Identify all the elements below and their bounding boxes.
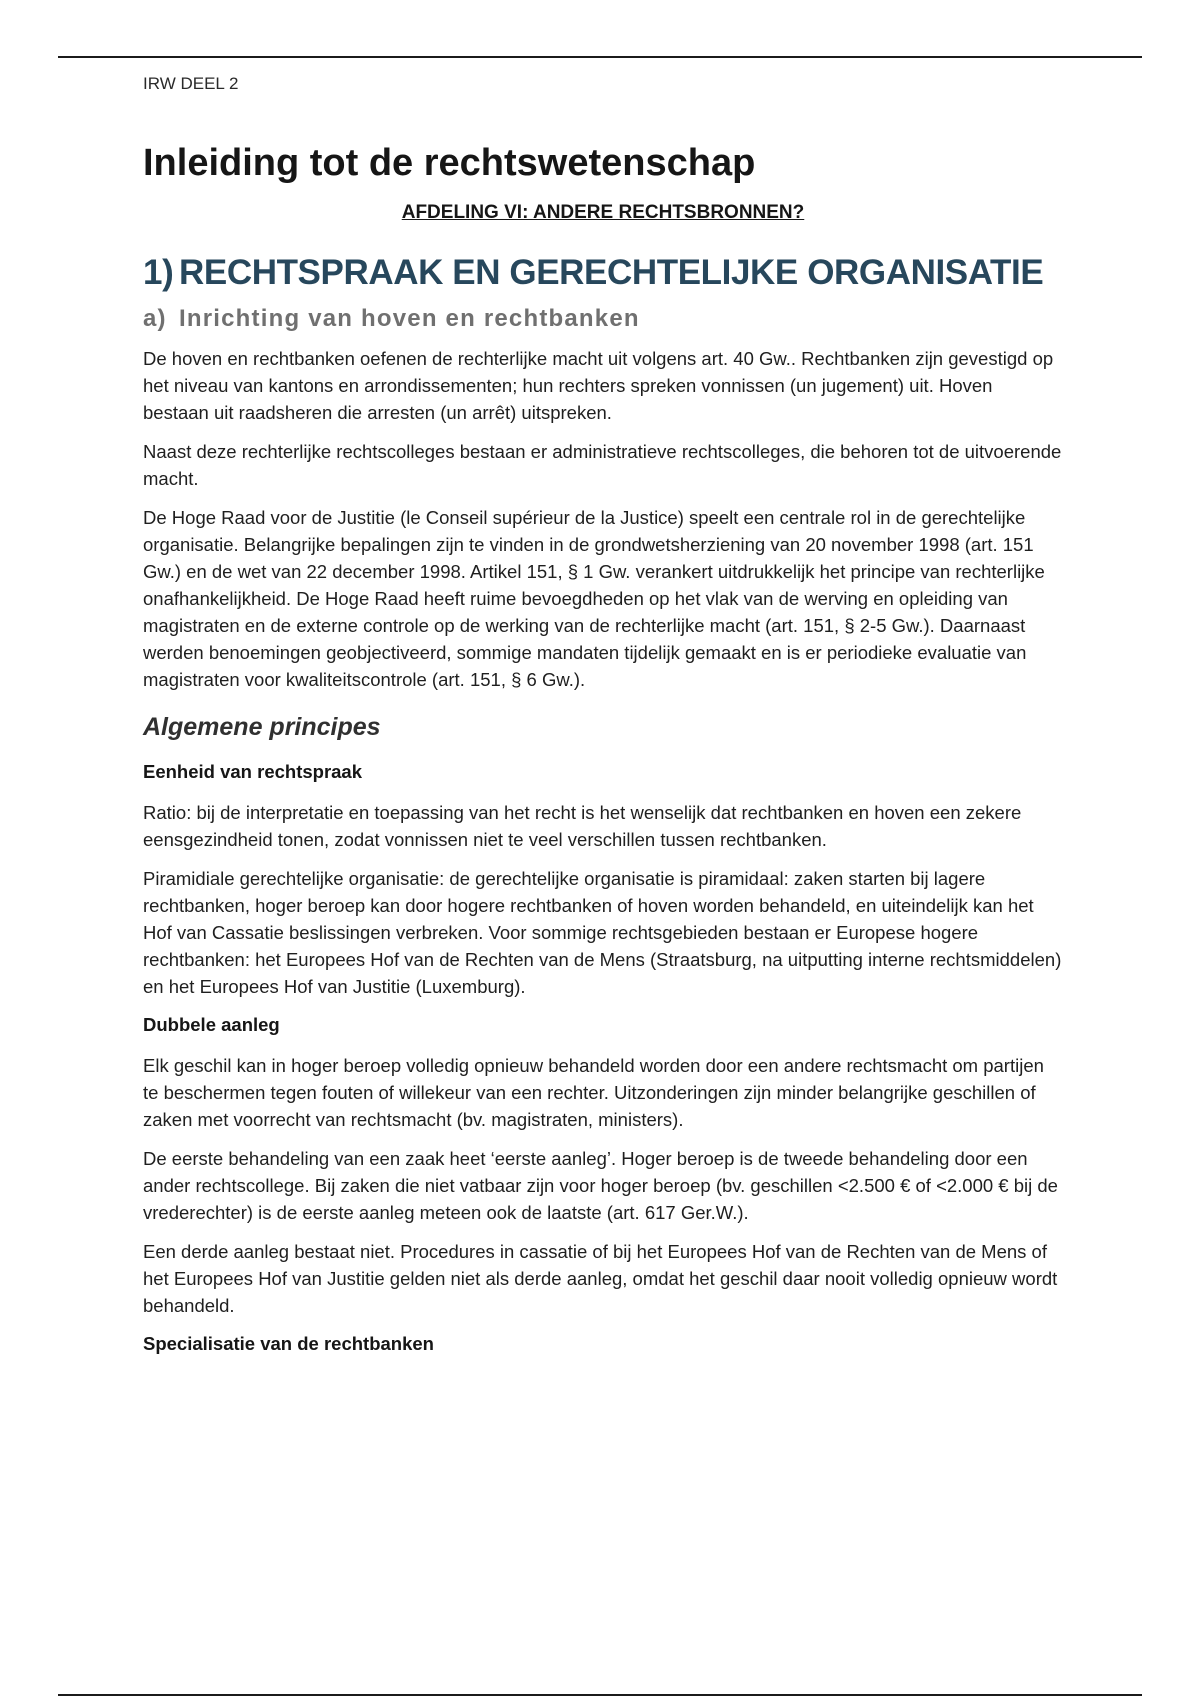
- paragraph: De eerste behandeling van een zaak heet ‘eerste aanleg’. Hoger beroep is de tweede behandeling door een ander rechtscollege. Bij zaken die niet vatbaar zijn voor hoger beroep (bv. geschillen <2.500 € of <2.000 € bij de vrederechter) is de eerste aanleg meteen ook de laatste (art. 617 Ger.W.).: [143, 1148, 1058, 1223]
- document-page: [143, 71, 1063, 1371]
- heading-rechtspraak: [143, 251, 1063, 295]
- paragraph: Elk geschil kan in hoger beroep volledig opnieuw behandeld worden door een andere rechtsmacht om partijen te beschermen tegen fouten of willekeur van een rechter. Uitzonderingen zijn minder belangrijke geschillen of zaken met voorrecht van rechtsmacht (bv. magistraten, ministers).: [143, 1055, 1044, 1130]
- paragraph: Naast deze rechterlijke rechtscolleges bestaan er administratieve rechtscolleges, die behoren tot de uitvoerende macht.: [143, 441, 1062, 489]
- subheading-dubbele-aanleg: Dubbele aanleg: [143, 1014, 280, 1035]
- subheading-eenheid: Eenheid van rechtspraak: [143, 761, 363, 782]
- bottom-rule: [58, 1694, 1142, 1696]
- heading-number: 1): [143, 253, 174, 292]
- heading-text: Inrichting van hoven en rechtbanken: [179, 305, 640, 332]
- paragraph: De Hoge Raad voor de Justitie (le Conseil supérieur de la Justice) speelt een centrale rol in de gerechtelijke organisatie. Belangrijke bepalingen zijn te vinden in de grondwetsherziening van 20 november 1998 (art. 151 Gw.) en de wet van 22 december 1998. Artikel 151, § 1 Gw. verankert uitdrukkelijk het principe van rechterlijke onafhankelijkheid. De Hoge Raad heeft ruime bevoegdheden op het vlak van de werving en opleiding van magistraten en de externe controle op de werking van de rechterlijke macht (art. 151, § 2-5 Gw.). Daarnaast werden benoemingen geobjectiveerd, sommige mandaten tijdelijk gemaakt en is er periodieke evaluatie van magistraten voor kwaliteitscontrole (art. 151, § 6 Gw.).: [143, 507, 1045, 690]
- running-header: IRW DEEL 2: [143, 74, 239, 93]
- paragraph: Ratio: bij de interpretatie en toepassing van het recht is het wenselijk dat rechtbanken en hoven een zekere eensgezindheid tonen, zodat vonnissen niet te veel verschillen tussen rechtbanken.: [143, 802, 1022, 850]
- top-rule: [58, 56, 1142, 58]
- document-title: Inleiding tot de rechtswetenschap: [143, 142, 756, 184]
- section-label: AFDELING VI: ANDERE RECHTSBRONNEN?: [401, 202, 805, 223]
- heading-number: a): [143, 305, 167, 332]
- paragraph: Piramidiale gerechtelijke organisatie: de gerechtelijke organisatie is piramidaal: zaken starten bij lagere rechtbanken, hoger beroep kan door hogere rechtbanken of hoven worden behandeld, en uiteindelijk kan het Hof van Cassatie beslissingen verbreken. Voor sommige rechtsgebieden bestaan er Europese hogere rechtbanken: het Europees Hof van de Rechten van de Mens (Straatsburg, na uitputting interne rechtsmiddelen) en het Europees Hof van Justitie (Luxemburg).: [143, 868, 1062, 997]
- subheading-specialisatie: Specialisatie van de rechtbanken: [143, 1333, 434, 1354]
- paragraph: De hoven en rechtbanken oefenen de rechterlijke macht uit volgens art. 40 Gw.. Rechtbanken zijn gevestigd op het niveau van kantons en arrondissementen; hun rechters spreken vonnissen (un jugement) uit. Hoven bestaan uit raadsheren die arresten (un arrêt) uitspreken.: [143, 348, 1054, 423]
- heading-algemene-principes: Algemene principes: [143, 713, 381, 741]
- heading-text: RECHTSPRAAK EN GERECHTELIJKE ORGANISATIE: [179, 253, 1044, 292]
- heading-inrichting: [143, 303, 1063, 335]
- paragraph: Een derde aanleg bestaat niet. Procedures in cassatie of bij het Europees Hof van de Rechten van de Mens of het Europees Hof van Justitie gelden niet als derde aanleg, omdat het geschil daar nooit volledig opnieuw wordt behandeld.: [143, 1241, 1058, 1316]
